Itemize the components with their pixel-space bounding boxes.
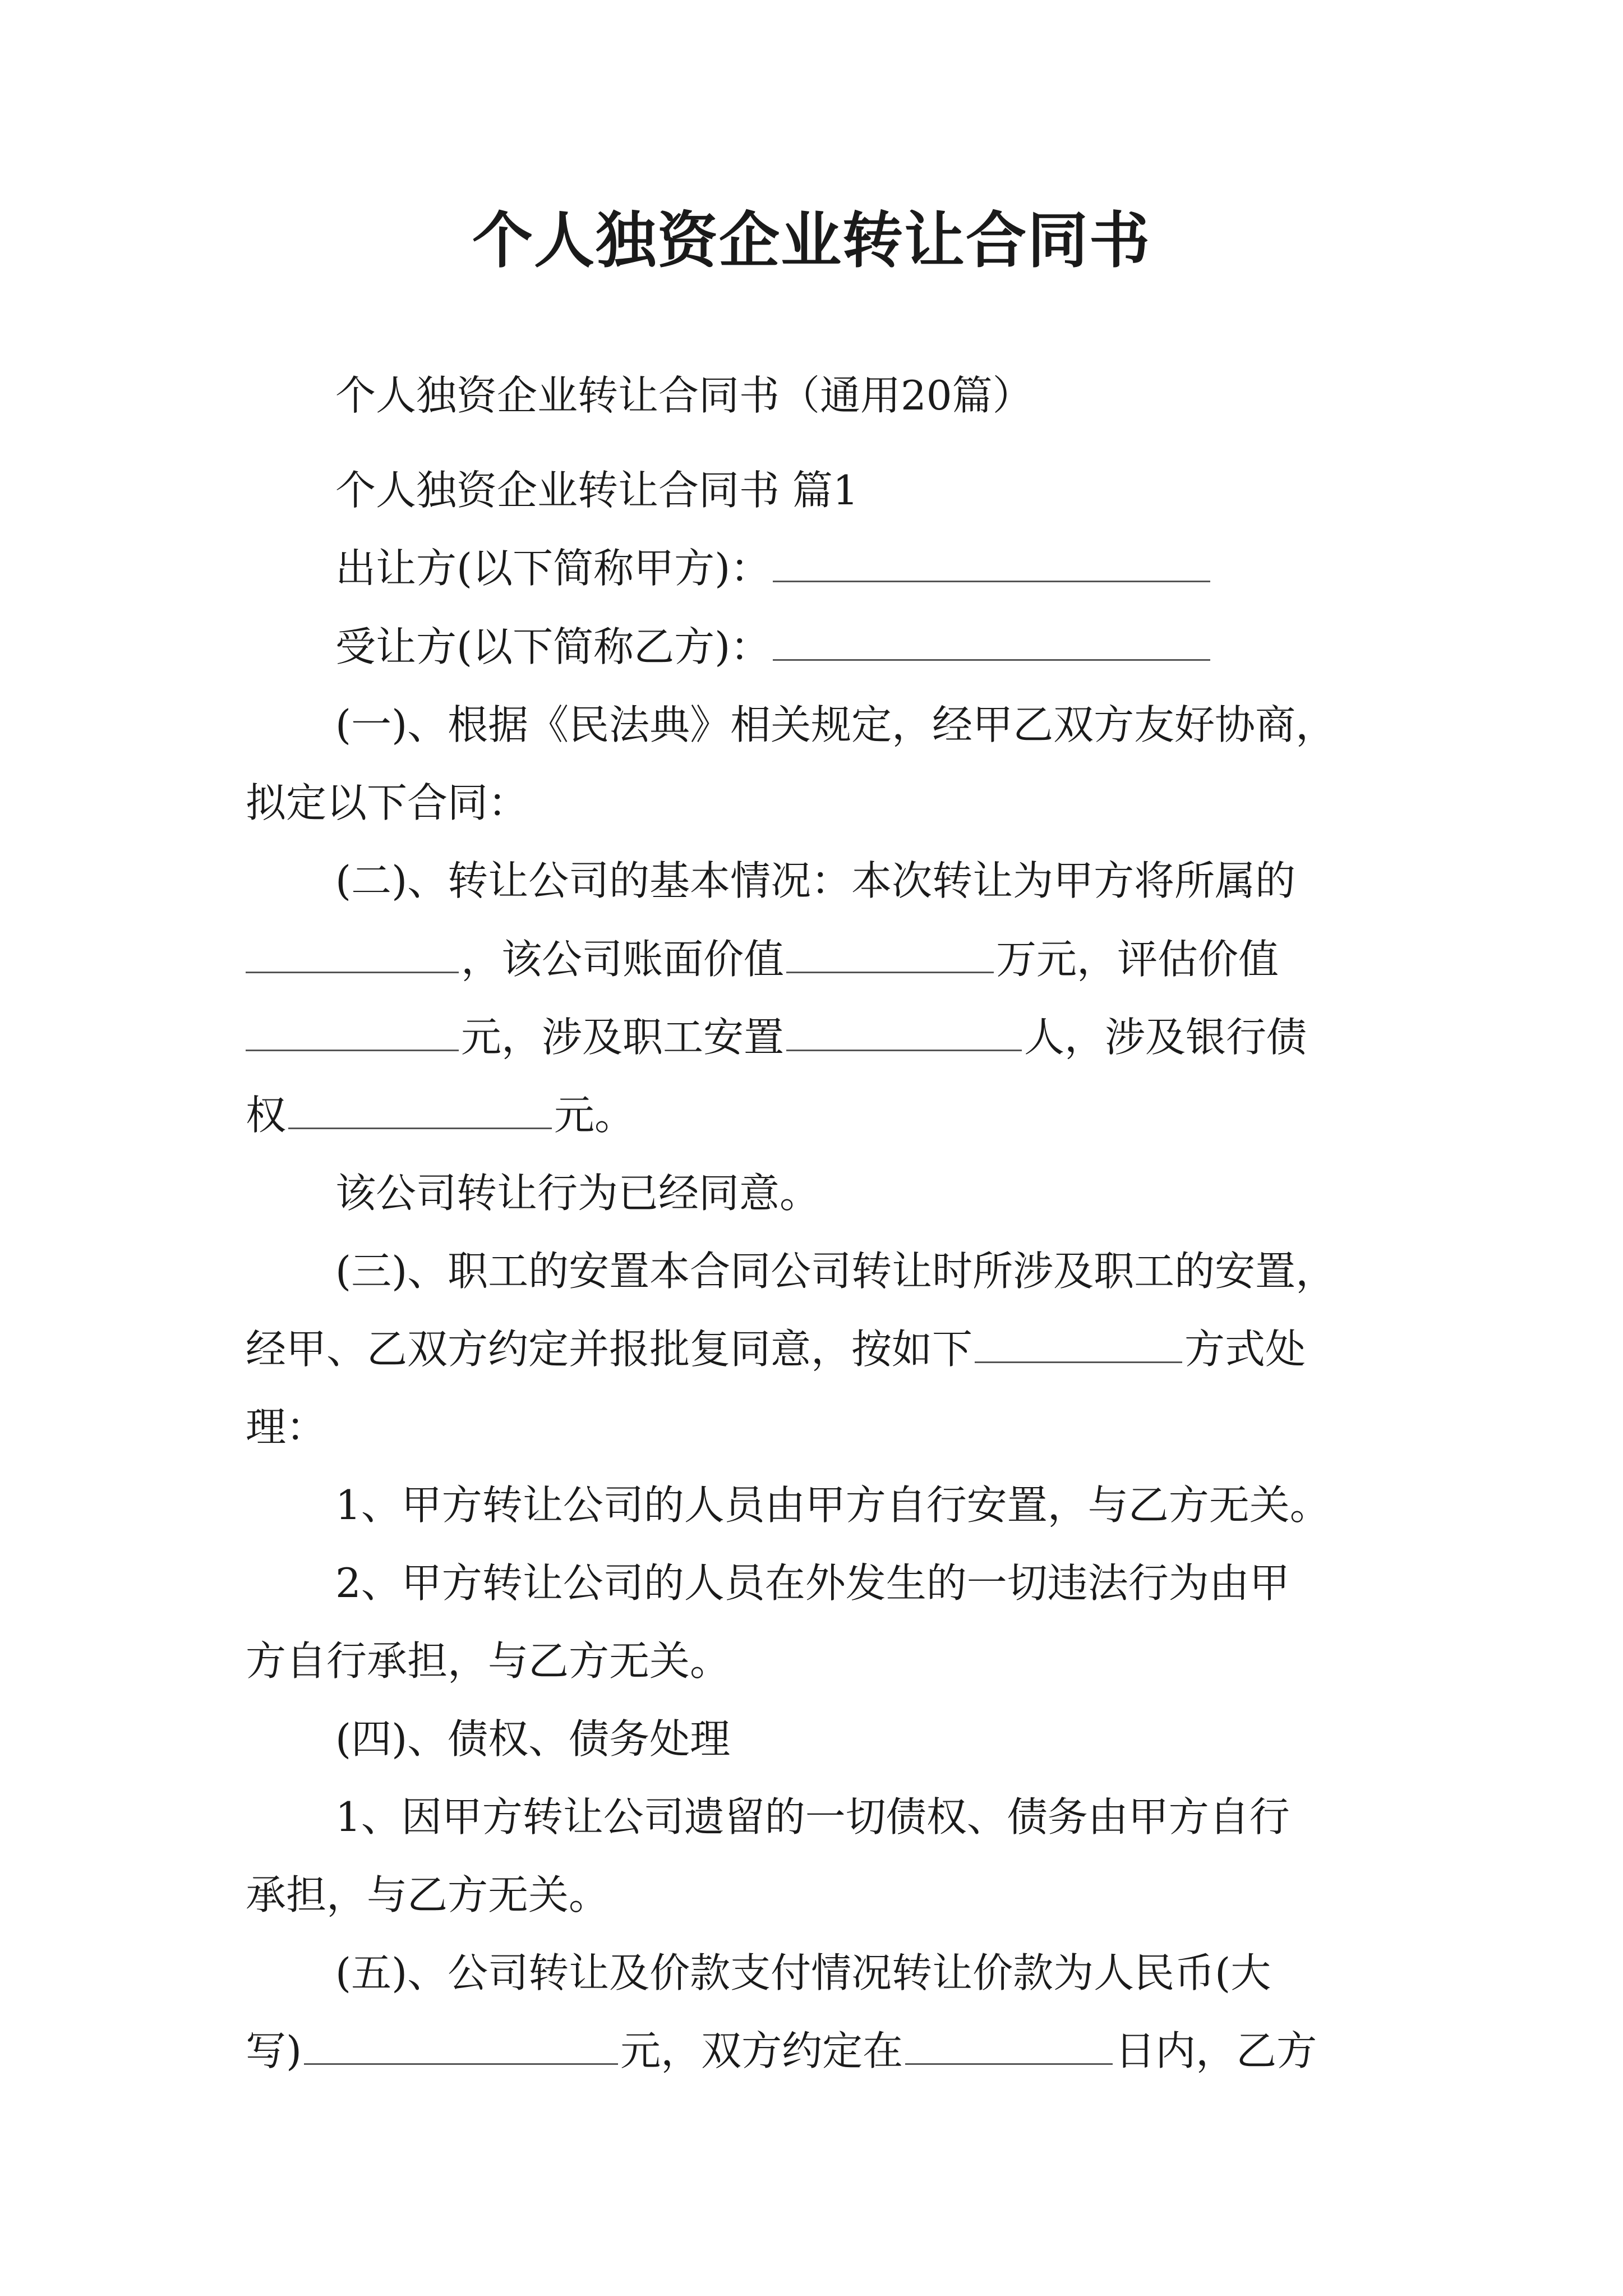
bank-debt-text: 人，涉及银行债 xyxy=(1024,1014,1307,1061)
days-blank xyxy=(905,2023,1113,2065)
bank-debt-blank xyxy=(288,1087,552,1129)
price-capital-blank xyxy=(304,2023,618,2065)
clause-1-line-1: (一)、根据《民法典》相关规定，经甲乙双方友好协商， xyxy=(335,701,1336,748)
book-value-text: ，该公司账面价值 xyxy=(461,936,785,983)
staff-count-blank xyxy=(786,1009,1022,1051)
debt-quan-text: 权 xyxy=(246,1092,287,1139)
clause-4-item-1-line-2: 承担，与乙方无关。 xyxy=(246,1871,610,1918)
assessed-value-blank xyxy=(246,1009,459,1051)
clause-5-text-b: 元，双方约定在 xyxy=(620,2027,903,2074)
assessed-value-text: 万元，评估价值 xyxy=(996,936,1279,983)
clause-3-line-3: 理： xyxy=(246,1404,327,1451)
clause-4-item-1-line-1: 1、因甲方转让公司遗留的一切债权、债务由甲方自行 xyxy=(335,1793,1290,1841)
book-value-blank xyxy=(786,931,994,973)
clause-5-line-2 xyxy=(246,2023,1317,2079)
clause-2-line-1: (二)、转让公司的基本情况：本次转让为甲方将所属的 xyxy=(335,857,1296,904)
document-title: 个人独资企业转让合同书 xyxy=(472,206,1151,276)
method-blank xyxy=(975,1321,1182,1363)
clause-3-line-1: (三)、职工的安置本合同公司转让时所涉及职工的安置， xyxy=(335,1248,1336,1295)
clause-4-heading: (四)、债权、债务处理 xyxy=(335,1715,731,1763)
item-2-line-1: 2、甲方转让公司的人员在外发生的一切违法行为由甲 xyxy=(335,1559,1290,1607)
debt-end-text: 元。 xyxy=(554,1092,635,1139)
clause-3-text-a: 经甲、乙双方约定并报批复同意，按如下 xyxy=(246,1326,973,1373)
clause-2-line-4 xyxy=(246,1087,635,1143)
transferee-label: 受让方(以下简称乙方)： xyxy=(335,623,771,670)
item-1: 1、甲方转让公司的人员由甲方自行安置，与乙方无关。 xyxy=(335,1481,1330,1529)
transferee-blank xyxy=(773,619,1210,661)
clause-3-text-b: 方式处 xyxy=(1184,1326,1306,1373)
clause-5-text-c: 日内，乙方 xyxy=(1115,2027,1317,2074)
subtitle: 个人独资企业转让合同书（通用20篇） xyxy=(335,372,1033,419)
transferor-line xyxy=(335,540,1212,596)
transferor-label: 出让方(以下简称甲方)： xyxy=(335,545,771,592)
agreed-statement: 该公司转让行为已经同意。 xyxy=(335,1170,820,1217)
staff-text: 元，涉及职工安置 xyxy=(461,1014,785,1061)
article-heading: 个人独资企业转让合同书 篇1 xyxy=(335,467,859,514)
clause-2-line-3 xyxy=(246,1009,1307,1065)
company-name-blank xyxy=(246,931,459,973)
clause-1-line-2: 拟定以下合同： xyxy=(246,779,529,826)
transferee-line xyxy=(335,619,1212,675)
clause-5-line-1: (五)、公司转让及价款支付情况转让价款为人民币(大 xyxy=(335,1949,1271,1996)
clause-5-text-a: 写) xyxy=(246,2027,302,2074)
transferor-blank xyxy=(773,540,1210,582)
item-2-line-2: 方自行承担，与乙方无关。 xyxy=(246,1637,731,1685)
clause-3-line-2 xyxy=(246,1321,1306,1377)
clause-2-line-2 xyxy=(246,931,1279,987)
